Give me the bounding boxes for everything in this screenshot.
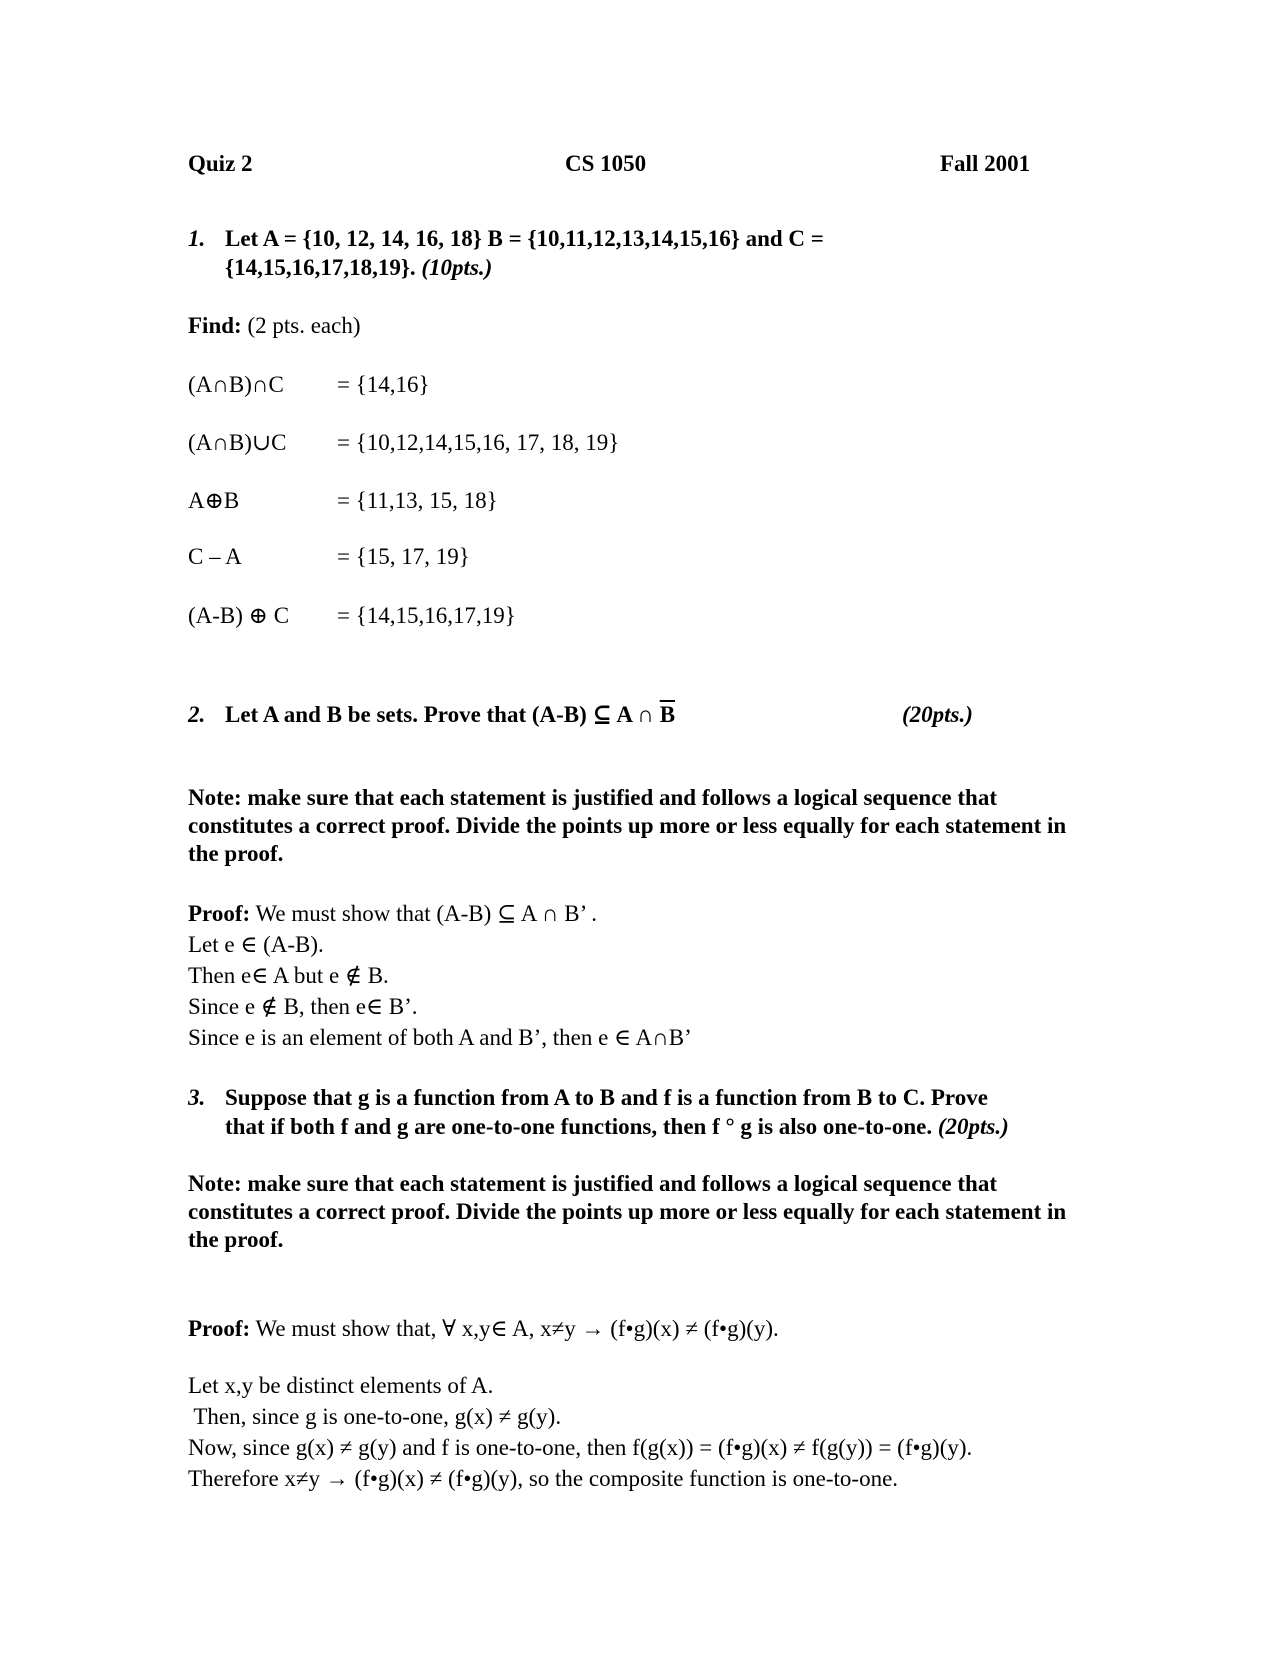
proof-line: Now, since g(x) ≠ g(y) and f is one-to-one, then f(g(x)) = (f•g)(x) ≠ f(g(y)) = (f•g)(y). — [188, 1435, 973, 1460]
proof-line: Then, since g is one-to-one, g(x) ≠ g(y). — [188, 1404, 562, 1429]
operation-result: = {15, 17, 19} — [337, 544, 470, 569]
question-3-statement: that if both f and g are one-to-one functions, then f ° g is also one-to-one. — [225, 1114, 933, 1139]
question-1-line1: Let A = {10, 12, 14, 16, 18} B = {10,11,12,13,14,15,16} and C = — [225, 226, 824, 251]
question-1-points: (10pts.) — [421, 255, 493, 280]
proof-line: Since e is an element of both A and B’, then e ∈ A∩B’ — [188, 1025, 692, 1050]
operation-expression: A⊕B — [188, 488, 240, 513]
header-course: CS 1050 — [565, 151, 647, 176]
question-2-points: (20pts.) — [902, 702, 973, 727]
operation-result: = {11,13, 15, 18} — [337, 488, 498, 513]
question-2-proof — [188, 899, 692, 1054]
proof-line: Then e∈ A but e ∉ B. — [188, 963, 389, 988]
question-3-line2 — [225, 1112, 1009, 1142]
header-term: Fall 2001 — [940, 151, 1031, 176]
question-2-note: Note: make sure that each statement is justified and follows a logical sequence that constitutes a correct proof. Divide the points up more or less equally for each statement in the proof. — [188, 785, 1067, 866]
header-quiz-title: Quiz 2 — [188, 151, 253, 176]
proof-line: Therefore x≠y → (f•g)(x) ≠ (f•g)(y), so the composite function is one-to-one. — [188, 1466, 899, 1491]
operation-expression: C – A — [188, 544, 242, 569]
question-2-text — [225, 700, 675, 730]
operation-result: = {10,12,14,15,16, 17, 18, 19} — [337, 430, 620, 455]
operation-expression: (A∩B)∩C — [188, 372, 284, 397]
proof-line: Since e ∉ B, then e∈ B’. — [188, 994, 418, 1019]
question-3-proof — [188, 1371, 972, 1495]
proof-line: Let x,y be distinct elements of A. — [188, 1373, 494, 1398]
proof-line: Proof: We must show that (A-B) ⊆ A ∩ B’ . — [188, 901, 598, 926]
question-1-line2 — [225, 253, 492, 283]
proof-label: Proof: — [188, 1316, 251, 1341]
proof-line: Let e ∈ (A-B). — [188, 932, 324, 957]
question-2-number: 2. — [188, 702, 206, 727]
question-1-number: 1. — [188, 226, 206, 251]
find-note: (2 pts. each) — [247, 313, 361, 338]
operation-result: = {14,16} — [337, 372, 430, 397]
question-3-note: Note: make sure that each statement is justified and follows a logical sequence that constitutes a correct proof. Divide the points up more or less equally for each statement in the proof. — [188, 1171, 1067, 1252]
find-line — [188, 311, 360, 341]
question-3-line1: Suppose that g is a function from A to B and f is a function from B to C. Prove — [225, 1085, 988, 1110]
question-3-proof-first: Proof: We must show that, ∀ x,y∈ A, x≠y → (f•g)(x) ≠ (f•g)(y). — [188, 1316, 779, 1341]
operation-expression: (A-B) ⊕ C — [188, 603, 290, 628]
question-1-sets: {14,15,16,17,18,19}. — [225, 255, 416, 280]
question-3-points: (20pts.) — [937, 1114, 1009, 1139]
complement-b: $\overline{B}$ — [659, 702, 676, 727]
operation-expression: (A∩B)∪C — [188, 430, 287, 455]
operation-result: = {14,15,16,17,19} — [337, 603, 516, 628]
question-2-statement: Let A and B be sets. Prove that (A-B) ⊆ A ∩ — [225, 702, 660, 727]
find-label: Find: — [188, 313, 242, 338]
proof-label: Proof: — [188, 901, 251, 926]
question-3-number: 3. — [188, 1085, 206, 1110]
